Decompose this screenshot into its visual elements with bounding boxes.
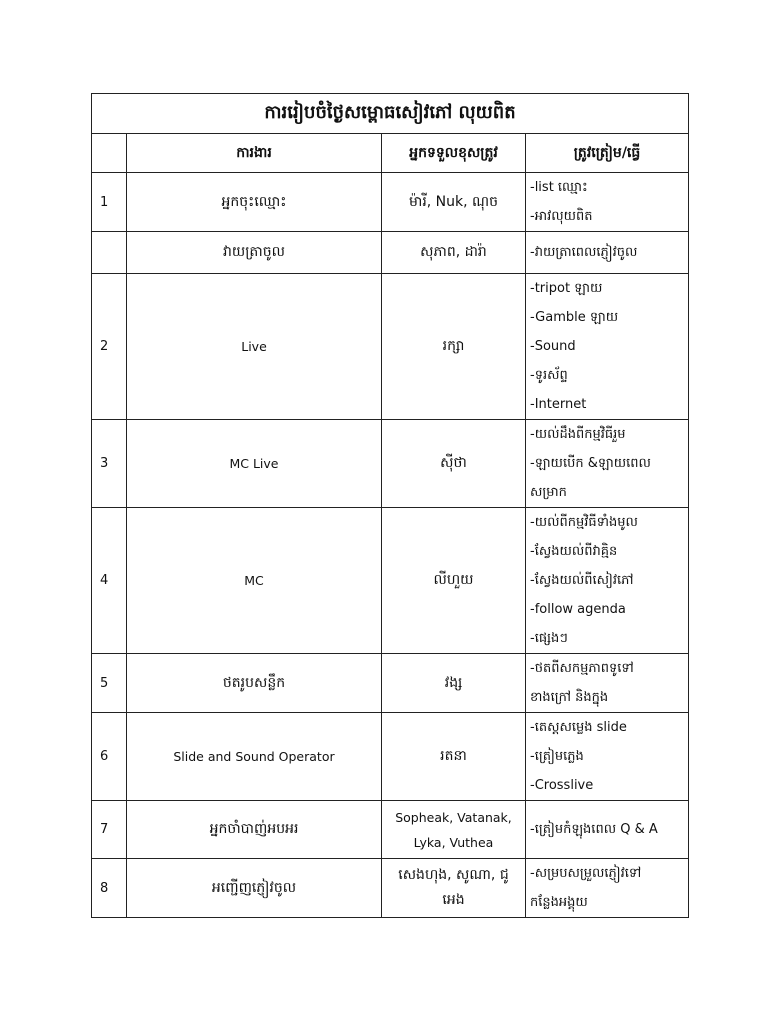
prep-line: -ទូរស័ព្ទ (530, 368, 568, 383)
prep-line: -list ឈ្មោះ (530, 180, 588, 195)
header-row (92, 134, 689, 173)
row-task: Slide and Sound Operator (127, 713, 382, 801)
row-number: 8 (92, 859, 127, 918)
title-row (92, 94, 689, 134)
row-preparation (526, 508, 689, 654)
table-row (92, 713, 689, 801)
table-row (92, 420, 689, 508)
table-row (92, 274, 689, 420)
row-task: Live (127, 274, 382, 420)
row-responsible: រក្សា (382, 274, 526, 420)
prep-line: -Internet (530, 397, 587, 412)
row-number: 2 (92, 274, 127, 420)
table-row (92, 508, 689, 654)
row-responsible: រតនា (382, 713, 526, 801)
row-preparation (526, 713, 689, 801)
document-title: ការរៀបចំថ្ងៃសម្ពោធសៀវភៅ លុយពិត (92, 94, 689, 134)
prep-line: -អាវលុយពិត (530, 209, 593, 224)
row-responsible: លីហួយ (382, 508, 526, 654)
row-task: MC Live (127, 420, 382, 508)
prep-line: កន្លែងអង្គុយ (530, 895, 588, 910)
prep-line: -ស្វែងយល់ពីវាគ្មិន (530, 544, 618, 559)
row-responsible: សេងហុង, សូណា, ជូ អេង (382, 859, 526, 918)
row-number: 7 (92, 801, 127, 859)
prep-line: -ស្វែងយល់ពីសៀវភៅ (530, 573, 634, 588)
row-preparation (526, 801, 689, 859)
prep-line: សម្រាក (530, 485, 567, 500)
prep-line: -tripot ឡាយ (530, 281, 603, 296)
row-responsible: Sopheak, Vatanak, Lyka, Vuthea (382, 801, 526, 859)
row-task: ថតរូបសន្លឹក (127, 654, 382, 713)
prep-line: -ថតពីសកម្មភាពទូទៅ (530, 661, 634, 676)
row-responsible: សុភាព, ដារ៉ា (382, 232, 526, 274)
header-responsible: អ្នកទទួលខុសត្រូវ (382, 134, 526, 173)
prep-line: -Sound (530, 339, 576, 354)
row-task: អញ្ជើញភ្ញៀវចូល (127, 859, 382, 918)
prep-line: -follow agenda (530, 602, 626, 617)
prep-line: -យល់ពីកម្មវិធីទាំងមូល (530, 515, 638, 530)
row-responsible: វង្ស (382, 654, 526, 713)
row-preparation (526, 173, 689, 232)
prep-line: -សម្របសម្រួលភ្ញៀវទៅ (530, 866, 642, 881)
table-row (92, 859, 689, 918)
table-row (92, 232, 689, 274)
task-table (91, 93, 689, 918)
prep-line: -Gamble ឡាយ (530, 310, 619, 325)
row-number: 1 (92, 173, 127, 232)
row-task: MC (127, 508, 382, 654)
row-preparation (526, 232, 689, 274)
row-responsible: ម៉ារី, Nuk, ណុច (382, 173, 526, 232)
row-number (92, 232, 127, 274)
prep-line: -Crosslive (530, 778, 594, 793)
prep-line: -វាយត្រាពេលភ្ញៀវចូល (530, 245, 638, 260)
row-task: អ្នកចុះឈ្មោះ (127, 173, 382, 232)
table-row (92, 654, 689, 713)
header-task: ការងារ (127, 134, 382, 173)
prep-line: -យល់ដឹងពីកម្មវិធីរួម (530, 427, 626, 442)
prep-line: -តេស្តសម្លេង slide (530, 720, 627, 735)
prep-line: ខាងក្រៅ និងក្នុង (530, 690, 609, 705)
row-preparation (526, 274, 689, 420)
row-number: 3 (92, 420, 127, 508)
row-number: 6 (92, 713, 127, 801)
prep-line: -ឡាយបើក &ឡាយពេល (530, 456, 651, 471)
header-preparation: ត្រូវត្រៀម/ធ្វើ (526, 134, 689, 173)
row-task: វាយត្រាចូល (127, 232, 382, 274)
prep-line: -ត្រៀមកំឡុងពេល Q & A (530, 822, 658, 837)
row-preparation (526, 420, 689, 508)
row-number: 4 (92, 508, 127, 654)
row-responsible: ស៊ីថា (382, 420, 526, 508)
prep-line: -ត្រៀមភ្លេង (530, 749, 584, 764)
table-row (92, 173, 689, 232)
row-preparation (526, 654, 689, 713)
row-number: 5 (92, 654, 127, 713)
row-task: អ្នកចាំបាញ់អបអរ (127, 801, 382, 859)
table-row (92, 801, 689, 859)
prep-line: -ផ្សេងៗ (530, 631, 568, 646)
row-preparation (526, 859, 689, 918)
header-num (92, 134, 127, 173)
